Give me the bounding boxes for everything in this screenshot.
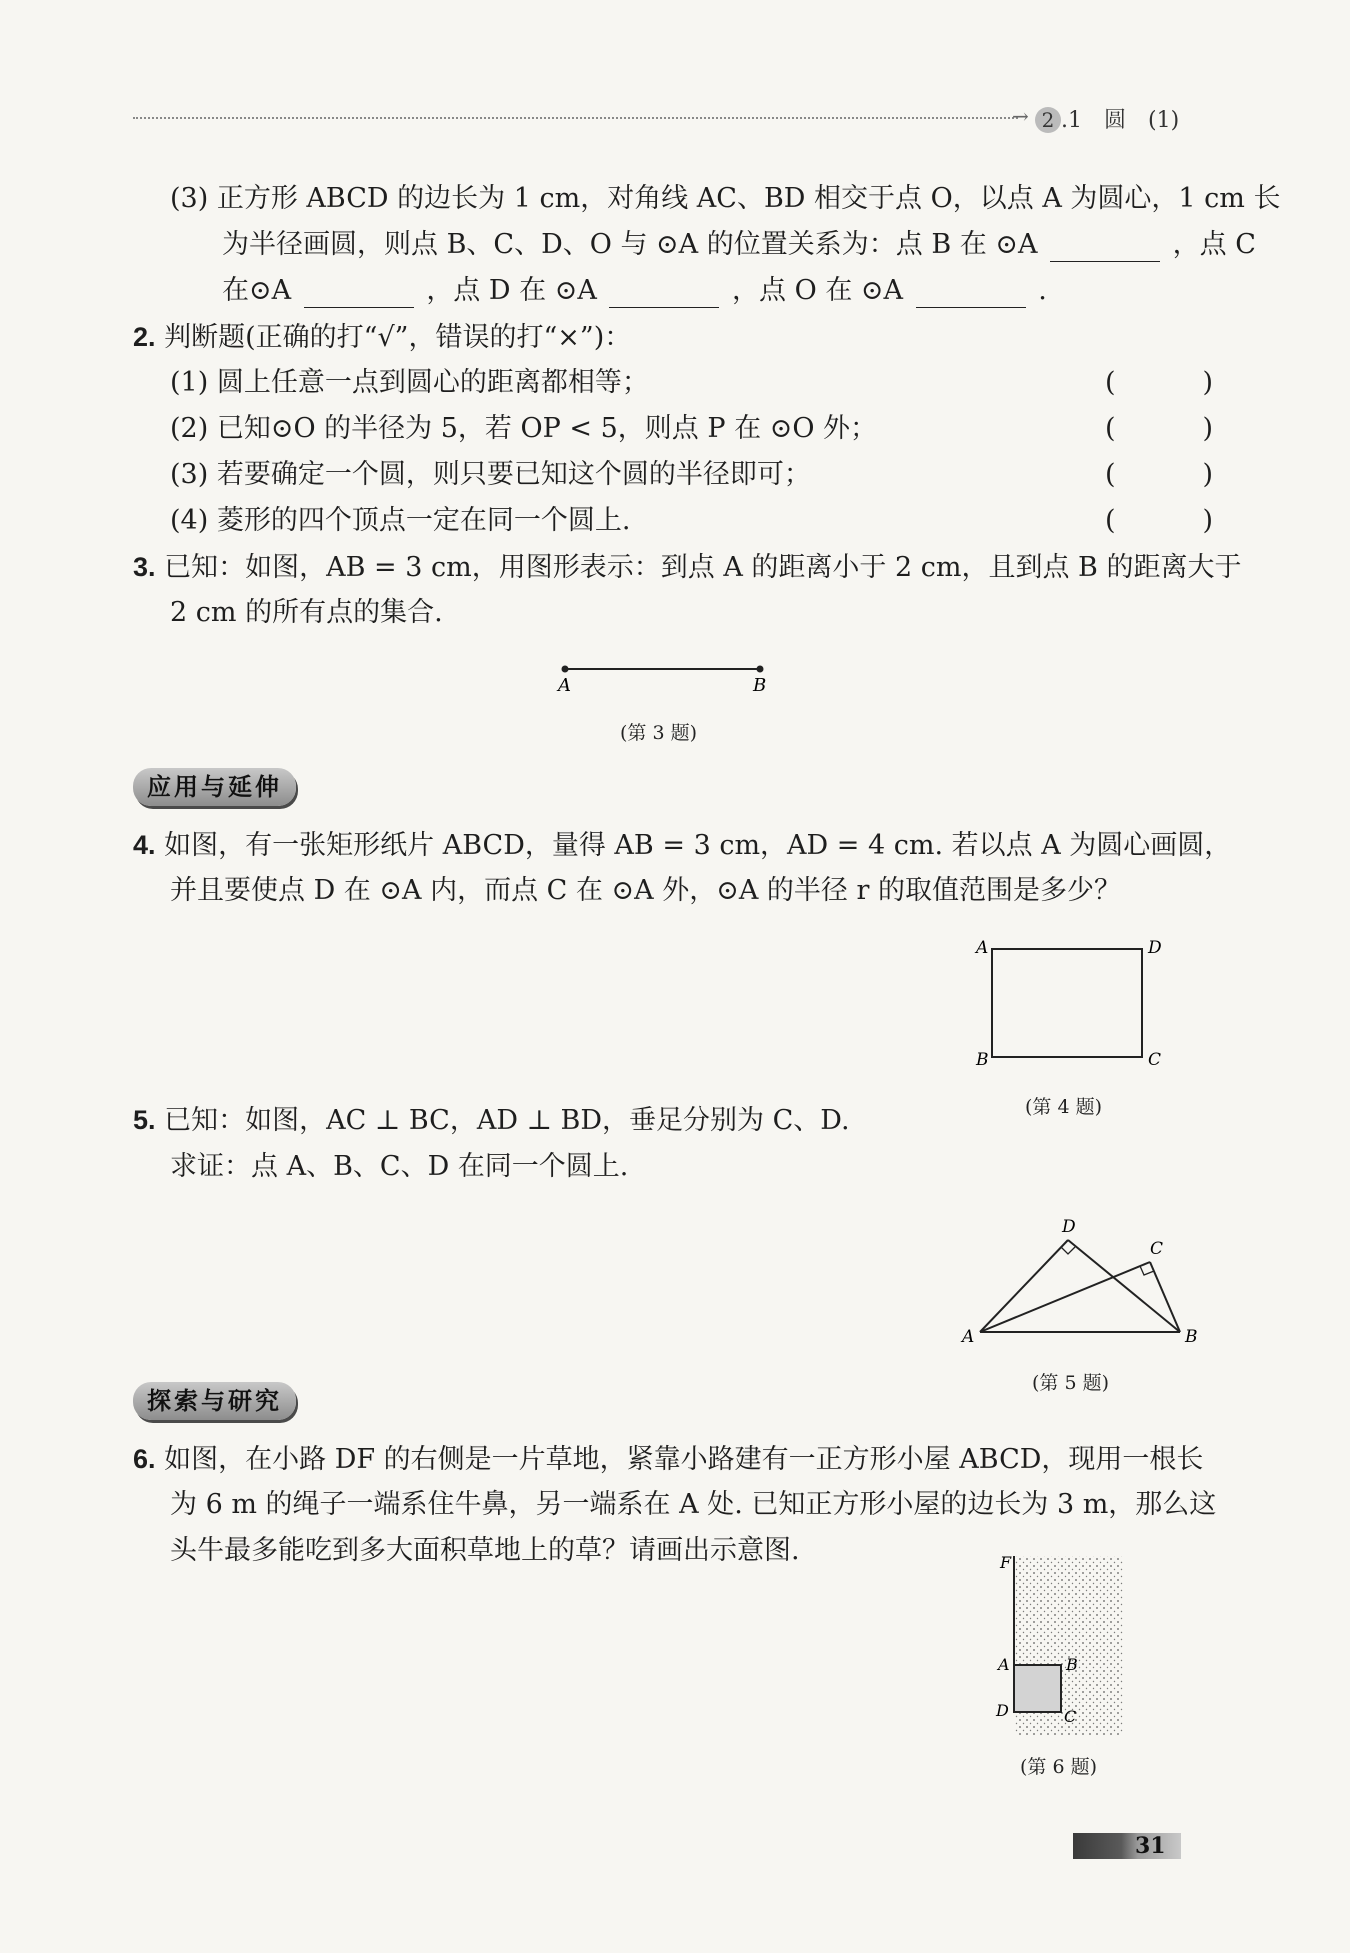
label-d: D [996,1701,1009,1720]
segment-db [1068,1240,1180,1332]
q1-3-line2 [222,228,1256,262]
q4-text-1: 如图，有一张矩形纸片 ABCD，量得 AB = 3 cm，AD = 4 cm. 若以点 A 为圆心画圆， [164,830,1232,861]
q3-line2: 2 cm 的所有点的集合. [170,597,443,628]
q6-line1 [133,1442,1203,1477]
label-d: D [1062,1217,1076,1237]
q1-3-line3-text-d: . [1038,275,1047,306]
q3-line1 [133,550,1241,585]
header-dotted-rule [133,117,1018,119]
segment-ac [980,1262,1150,1332]
q2-item-2: (2) 已知⊙O 的半径为 5，若 OP < 5，则点 P 在 ⊙O 外； [170,413,878,444]
q4-line1 [133,828,1231,863]
q1-3-line3-text-b: ，点 D 在 ⊙A [426,275,597,306]
q2-answer-paren-2[interactable]: ( ) [1105,413,1244,444]
answer-blank-b[interactable] [1050,235,1160,262]
q4-line2: 并且要使点 D 在 ⊙A 内，而点 C 在 ⊙A 外，⊙A 的半径 r 的取值范围是多少？ [170,875,1121,906]
answer-blank-d[interactable] [609,281,719,308]
section-circled-number: 2 [1035,107,1061,133]
q3-number: 3. [133,552,156,582]
q2-title: 判断题(正确的打“√”，错误的打“×”)： [164,322,632,353]
square-house-abcd [1014,1665,1061,1712]
label-b: B [1066,1655,1078,1674]
q1-3-line2-tail: ，点 C [1172,229,1256,260]
q6-grass-figure [990,1550,1130,1740]
q3-figure [550,655,780,705]
q3-text-1: 已知：如图，AB = 3 cm，用图形表示：到点 A 的距离小于 2 cm，且到点 B 的距离大于 [164,552,1242,583]
label-b: B [753,675,767,696]
answer-blank-c[interactable] [304,281,414,308]
q4-number: 4. [133,830,156,860]
segment-cb [1150,1262,1180,1332]
q5-line2: 求证：点 A、B、C、D 在同一个圆上. [170,1151,629,1182]
rectangle-abcd [992,949,1142,1057]
label-c: C [1064,1707,1077,1726]
q5-line1 [133,1103,850,1138]
q6-line2: 为 6 m 的绳子一端系住牛鼻，另一端系在 A 处. 已知正方形小屋的边长为 3 m，那么这 [170,1489,1217,1520]
q6-number: 6. [133,1444,156,1474]
q5-text-1: 已知：如图，AC ⊥ BC，AD ⊥ BD，垂足分别为 C、D. [164,1105,850,1136]
q5-caption: (第 5 题) [1032,1372,1109,1394]
section-banner-apply: 应用与延伸 [133,768,296,806]
q3-caption: (第 3 题) [620,722,697,744]
right-angle-mark-d [1061,1247,1075,1254]
answer-blank-o[interactable] [916,281,1026,308]
q6-line3: 头牛最多能吃到多大面积草地上的草？请画出示意图. [170,1535,800,1566]
q4-caption: (第 4 题) [1025,1096,1102,1118]
q5-number: 5. [133,1105,156,1135]
page-number: 31 [1135,1833,1166,1859]
q2-item-4: (4) 菱形的四个顶点一定在同一个圆上. [170,505,631,536]
q2-answer-paren-4[interactable]: ( ) [1105,505,1244,536]
q2-item-3: (3) 若要确定一个圆，则只要已知这个圆的半径即可； [170,459,811,490]
label-a: A [976,938,989,958]
q1-3-line3-text-a: 在⊙A [222,275,292,306]
q2-heading [133,320,631,355]
label-f: F [1000,1553,1012,1572]
label-c: C [1148,1050,1162,1070]
point-b [757,666,764,673]
label-a: A [558,675,571,696]
q2-number: 2. [133,322,156,352]
q1-3-line2-text: 为半径画圆，则点 B、C、D、O 与 ⊙A 的位置关系为：点 B 在 ⊙A [222,229,1038,260]
label-c: C [1150,1239,1164,1259]
label-b: B [976,1050,989,1070]
section-header [1035,103,1179,134]
q6-caption: (第 6 题) [1020,1756,1097,1778]
q5-triangle-figure [950,1210,1200,1350]
q1-3-line3 [222,274,1047,308]
q2-answer-paren-1[interactable]: ( ) [1105,367,1244,398]
q2-answer-paren-3[interactable]: ( ) [1105,459,1244,490]
q2-item-1: (1) 圆上任意一点到圆心的距离都相等； [170,367,649,398]
label-a: A [998,1655,1010,1674]
label-a: A [962,1327,975,1347]
label-b: B [1185,1327,1198,1347]
point-a [562,666,569,673]
section-banner-explore: 探索与研究 [133,1382,296,1420]
label-d: D [1148,938,1162,958]
header-arrow: → [1012,104,1029,128]
segment-ad [980,1240,1068,1332]
q4-rectangle-figure [970,935,1170,1075]
q1-3-line1: (3) 正方形 ABCD 的边长为 1 cm，对角线 AC、BD 相交于点 O，以点 A 为圆心，1 cm 长 [170,183,1281,214]
section-title: .1 圆 (1) [1061,108,1180,133]
q6-text-1: 如图，在小路 DF 的右侧是一片草地，紧靠小路建有一正方形小屋 ABCD，现用一根长 [164,1444,1204,1475]
q1-3-line3-text-c: ，点 O 在 ⊙A [732,275,904,306]
